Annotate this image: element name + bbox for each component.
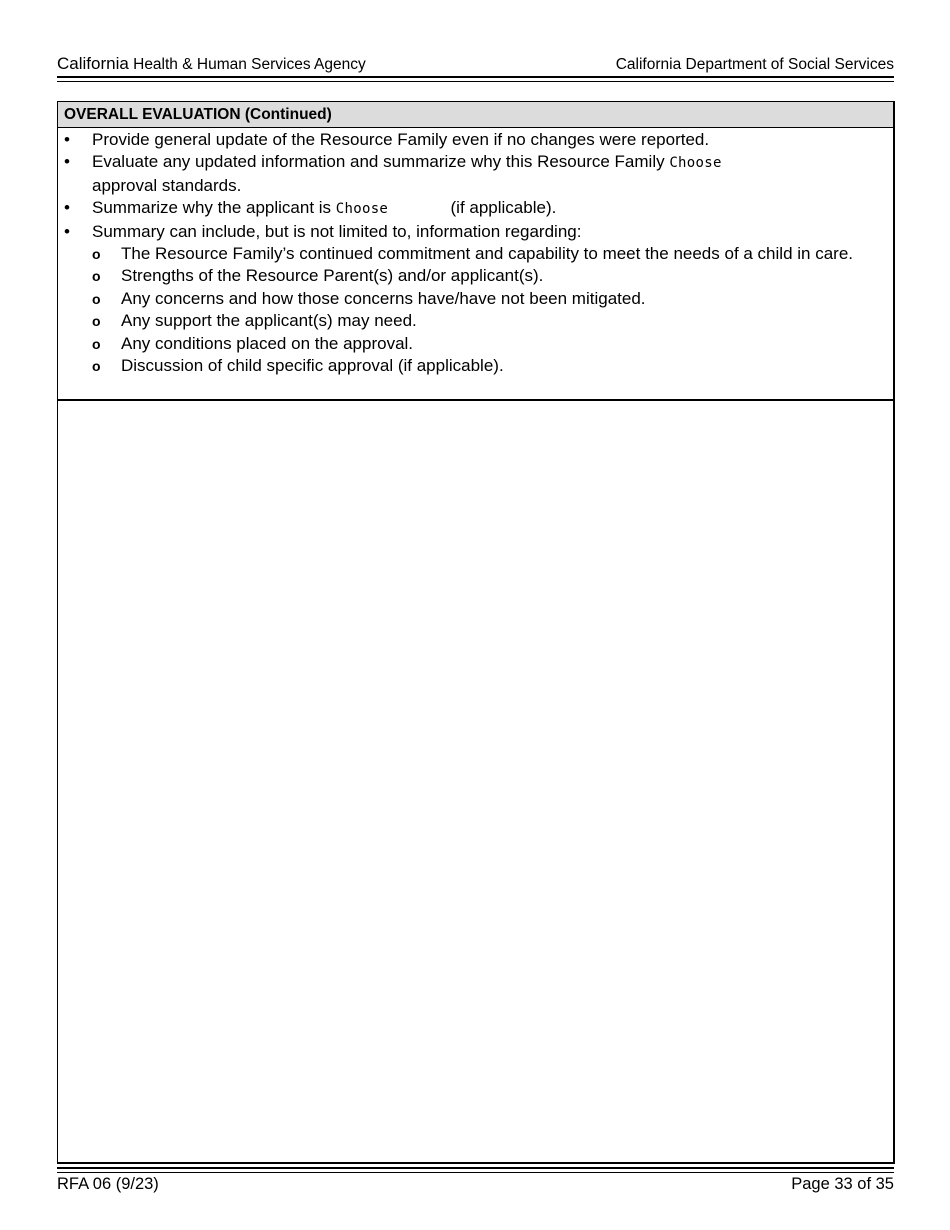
- sub-bullet-icon: o: [92, 313, 101, 330]
- instruction-text-part: (if applicable).: [445, 198, 557, 218]
- sub-instruction-item: [58, 333, 893, 355]
- page-footer: [57, 1175, 894, 1194]
- sub-instruction-text: Discussion of child specific approval (if applicable).: [121, 356, 504, 376]
- sub-bullet-icon: o: [92, 358, 101, 375]
- sub-instruction-item: [58, 310, 893, 332]
- instruction-text-part: Evaluate any updated information and summarize why this Resource Family: [92, 152, 670, 172]
- sub-instruction-text: Any concerns and how those concerns have/have not been mitigated.: [121, 288, 646, 308]
- sub-instruction-text: Any conditions placed on the approval.: [121, 333, 414, 353]
- sub-bullet-icon: o: [92, 268, 101, 285]
- agency-name: [57, 54, 366, 74]
- sub-instruction-item: [58, 243, 893, 265]
- sub-instruction-item: [58, 265, 893, 287]
- instruction-item: [58, 197, 893, 220]
- bullet-icon: •: [64, 221, 70, 241]
- instruction-item: [58, 221, 893, 243]
- sub-bullet-icon: o: [92, 290, 101, 307]
- instruction-item: [58, 151, 893, 197]
- sub-instruction-text: Strengths of the Resource Parent(s) and/or applicant(s).: [121, 266, 544, 286]
- section-title: OVERALL EVALUATION (Continued): [58, 102, 893, 128]
- sub-bullet-icon: o: [92, 246, 101, 263]
- applicant-status-dropdown[interactable]: Choose: [335, 201, 389, 218]
- instruction-text: [92, 151, 722, 197]
- form-id: RFA 06 (9/23): [57, 1175, 159, 1193]
- agency-name-rest: Health & Human Services Agency: [128, 56, 366, 73]
- bullet-icon: •: [64, 198, 70, 218]
- instruction-item: [58, 129, 893, 151]
- agency-name-prefix: California: [57, 54, 129, 73]
- sub-instruction-item: [58, 355, 893, 377]
- overall-evaluation-section: [57, 101, 895, 1164]
- header-divider: [57, 76, 894, 82]
- sub-instruction-item: [58, 288, 893, 310]
- footer-divider: [57, 1167, 894, 1173]
- instruction-text-part: Summarize why the applicant is: [92, 198, 336, 218]
- bullet-icon: •: [64, 152, 70, 172]
- instruction-text: [92, 197, 556, 220]
- approval-standards-dropdown[interactable]: Choose: [669, 155, 722, 172]
- bullet-icon: •: [64, 130, 70, 149]
- instruction-text-part: approval standards.: [92, 175, 242, 195]
- instructions-list: [58, 128, 893, 401]
- page-number: Page 33 of 35: [791, 1175, 894, 1193]
- department-name: California Department of Social Services: [615, 56, 894, 73]
- page-header: [57, 52, 894, 74]
- sub-instruction-text: The Resource Family’s continued commitment and capability to meet the needs of a child in care.: [121, 244, 853, 264]
- instruction-text: Provide general update of the Resource Family even if no changes were reported.: [92, 130, 710, 149]
- sub-bullet-icon: o: [92, 335, 101, 352]
- evaluation-response-field[interactable]: [58, 401, 893, 1161]
- sub-instruction-text: Any support the applicant(s) may need.: [121, 311, 417, 331]
- instruction-text: Summary can include, but is not limited to, information regarding:: [92, 221, 582, 241]
